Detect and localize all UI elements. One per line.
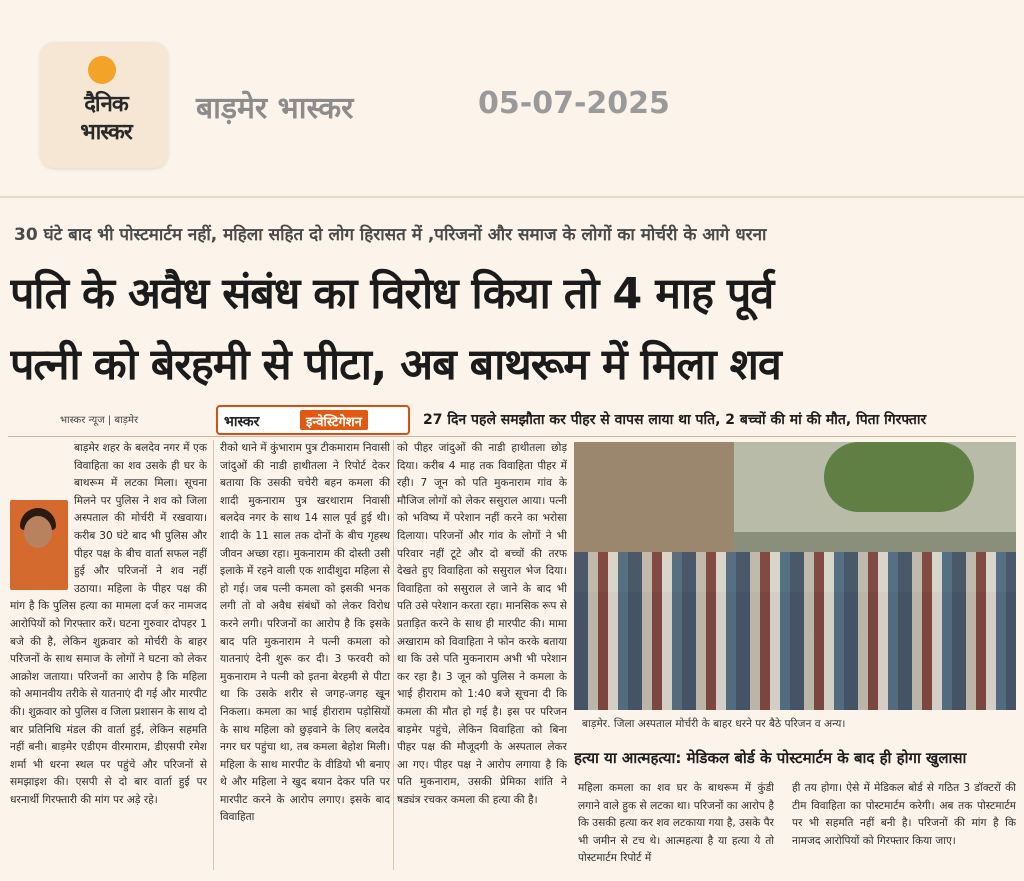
tag-brand: भास्कर bbox=[224, 414, 260, 430]
kicker-headline: 30 घंटे बाद भी पोस्टमार्टम नहीं, महिला सहित दो लोग हिरासत में ,परिजनों और समाज के लोगों का मोर्चरी के आगे धरना bbox=[14, 225, 767, 245]
article-column-2: रीको थाने में कुंभाराम पुत्र टीकमाराम निवासी जांदुओं की नाडी हाथीतला ने रिपोर्ट देकर बताया कि उसकी चचेरी बहन कमला की शादी मुकनाराम पुत्र खरथाराम निवासी बलदेव नगर के साथ 14 साल पूर्व हुई थी। शादी के 11 साल तक दोनों के बीच गृहस्थ जीवन अच्छा रहा। मुकनाराम की दोस्ती उसी इलाके में रहने वाली एक शादीशुदा महिला से हो गई। जब पत्नी कमला को इसकी भनक लगी तो वो अवैध संबंधों को लेकर विरोध करने लगी। परिजनों का आरोप है कि इसके बाद पति मुकनाराम ने पत्नी कमला को यातनाएं देनी शुरू कर दी। 3 फरवरी को मुकनाराम ने पत्नी को इतना बेरहमी से पीटा था कि उसके शरीर से जगह-जगह खून निकला। कमला का भाई हीराराम पड़ोसियों के साथ महिला को छुड़वाने के लिए बलदेव नगर घर पहुंचा था, तब कमला बेहोश मिली। महिला के साथ मारपीट के वीडियो भी बनाए थे और महिला ने खुद बयान देकर पति पर मारपीट करने के आरोप लगाए। इसके बाद विवाहिता bbox=[220, 442, 390, 824]
article-column-3: को पीहर जांदुओं की नाडी हाथीतला छोड़ दिया। करीब 4 माह तक विवाहिता पीहर में रही। 7 जून को पति मुकनाराम गांव के मौजिज लोगों को लेकर ससुराल आया। पत्नी को भविष्य में परेशान नहीं करने का भरोसा दिलाया। परिजनों और गांव के लोगों ने भी परिवार नहीं टूटे और दो बच्चों की तरफ देखते हुए विवाहिता को ससुराल भेज दिया। विवाहिता को ससुराल ले जाने के बाद भी पति उसे परेशान करता रहा। मानसिक रूप से प्रताड़ित करने के साथ ही मारपीट की। मामा अखाराम को विवाहिता ने फोन करके बताया था कि उसे पति मुकनाराम अभी भी परेशान कर रहा है। 3 जून को पुलिस ने कमला के भाई हीराराम को 1:40 बजे सूचना दी कि कमला की मौत हो गई है। इस पर परिजन बाड़मेर पहुंचे, लेकिन विवाहिता को बिना पीहर पक्ष की मौजूदगी के अस्पताल लेकर आ गए। पीहर पक्ष ने आरोप लगाया है कि पति मुकनाराम, उसकी प्रेमिका शांति ने षड्यंत्र रचकर कमला की हत्या की है। bbox=[397, 442, 567, 806]
logo-text-line2: भास्कर bbox=[80, 120, 132, 145]
edition-name: बाड़मेर भास्कर bbox=[196, 91, 354, 126]
column-divider bbox=[213, 440, 214, 870]
photo-caption: बाड़मेर. जिला अस्पताल मोर्चरी के बाहर धरने पर बैठे परिजन व अन्य। bbox=[582, 718, 846, 730]
protest-photo bbox=[574, 442, 1016, 710]
photo-crowd bbox=[574, 552, 1016, 710]
main-headline-line1: पति के अवैध संबंध का विरोध किया तो 4 माह पूर्व bbox=[10, 269, 774, 319]
logo-text-line1: दैनिक bbox=[84, 92, 128, 117]
photo-face-shape bbox=[24, 516, 52, 548]
photo-wall bbox=[574, 442, 734, 562]
victim-photo bbox=[10, 500, 68, 590]
article-column-5: ही तय होगा। ऐसे में मेडिकल बोर्ड से गठित 3 डॉक्टरों की टीम विवाहिता का पोस्टमार्टम करेगी। अब तक पोस्टमार्टम पर भी सहमति नहीं बनी है। परिजनों की मांग है कि नामजद आरोपियों को गिरफ्तार किया जाए। bbox=[792, 782, 1016, 847]
sub-headline: 27 दिन पहले समझौता कर पीहर से वापस लाया था पति, 2 बच्चों की मां की मौत, पिता गिरफ्तार bbox=[423, 412, 927, 428]
sun-icon bbox=[88, 56, 116, 84]
byline: भास्कर न्यूज | बाड़मेर bbox=[60, 415, 139, 426]
dainik-bhaskar-logo bbox=[40, 42, 168, 168]
column-divider bbox=[393, 440, 394, 870]
header-divider bbox=[0, 196, 1024, 198]
photo-tree bbox=[824, 442, 974, 512]
publication-date: 05-07-2025 bbox=[478, 86, 670, 121]
secondary-headline: हत्या या आत्महत्या: मेडिकल बोर्ड के पोस्टमार्टम के बाद ही होगा खुलासा bbox=[574, 749, 967, 767]
section-divider bbox=[8, 436, 1016, 437]
tag-label: इन्वेस्टिगेशन bbox=[300, 410, 368, 430]
main-headline-line2: पत्नी को बेरहमी से पीटा, अब बाथरूम में मिला शव bbox=[10, 340, 781, 390]
column-1-text: बाड़मेर शहर के बलदेव नगर में एक विवाहिता का शव उसके ही घर के बाथरूम में लटका मिला। सूचना मिलने पर पुलिस ने शव को जिला अस्पताल की मोर्चरी में रखवाया। करीब 30 घंटे बाद भी पुलिस और पीहर पक्ष के बीच वार्ता सफल नहीं हुई और परिजनों ने शव नहीं उठाया। महिला के पीहर पक्ष की मांग है कि पुलिस हत्या का मामला दर्ज कर नामजद आरोपियों को गिरफ्तार करें। घटना गुरुवार दोपहर 1 बजे की है, लेकिन शुक्रवार को मोर्चरी के बाहर परिजनों के साथ समाज के लोगों ने घटना को लेकर आक्रोश जताया। परिजनों का आरोप है कि महिला को अमानवीय तरीके से यातनाएं दी गई और मारपीट की। शुक्रवार को पुलिस व जिला प्रशासन के साथ दो बार प्रतिनिधि मंडल की वार्ता हुई, लेकिन सहमति नहीं बनी। बाड़मेर एडीएम वीरमाराम, डीएसपी रमेश शर्मा भी धरना स्थल पर पहुंचे और परिजनों से समझाइश की। एसपी से दो बार वार्ता हुई पर धरनार्थी गिरफ्तारी की मांग पर अड़े रहे। bbox=[10, 442, 207, 806]
article-column-1 bbox=[10, 440, 207, 870]
article-column-4: महिला कमला का शव घर के बाथरूम में कुंडी लगाने वाले हुक से लटका था। परिजनों का आरोप है कि उसकी हत्या कर शव लटकाया गया है, उसके पैर भी जमीन से टच थे। आत्महत्या है या हत्या ये तो पोस्टमार्टम रिपोर्ट में bbox=[578, 782, 774, 865]
investigation-tag bbox=[216, 405, 410, 435]
